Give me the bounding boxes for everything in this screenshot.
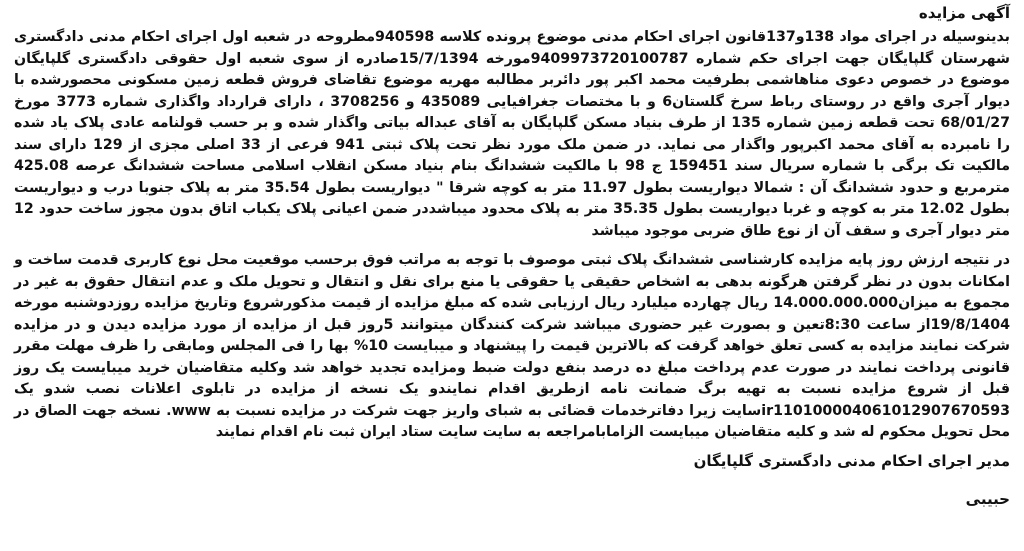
notice-title: آگهی مزایده [918,4,1010,22]
signer-name: حبیبی [965,489,1010,508]
notice-paragraph-auction-terms: در نتیجه ارزش روز پایه مزایده کارشناسی ششدانگ پلاک ثبتی موصوف با توجه به مراتب فوق برحسب موقعیت محل نوع کاربری قدمت ساخت و امکانات بدون در نظر گرفتن هرگونه بدهی به اشخاص حقیقی یا حقوقی یا منع برای نقل و انتقال و تحویل ملک و عدم انتقال حقوق به غیر در مجموع به میزان14.000.000.000 ریال چهارده میلیارد ریال ارزیابی شده که مبلغ مزایده از قیمت مذکورشروع وتاریخ مزایده روزدوشنبه مورخه 19/8/1404از ساعت 8:30تعین و بصورت غیر حضوری میباشد شرکت کنندگان میتوانند 5روز قبل از مزایده از مورد مزایده دیدن و در مزایده شرکت نمایند مزایده به کسی تعلق خواهد گرفت که بالاترین قیمت را پیشنهاد و میبایست 10% بها را فی المجلس ومابقی را ظرف مهلت مقرر قانونی پرداخت نمایند در صورت عدم پرداخت مبلغ ده درصد بنفع دولت ضبط ومزایده تجدید خواهد شد وکلیه متقاضیان خرید میبایست یک روز قبل از شروع مزایده نسبت به تهیه برگ ضمانت نامه ازطریق اقدام نمایندو یک نسخه از مزایده در تابلوی اعلانات نصب شدو یک ir110100004061012907670593سایت زیرا دفاترخدمات قضائی به شبای واریز جهت شرکت در مزایده نسبت به www. نسخه جهت الصاق در محل تحویل محکوم له شد و کلیه متقاضیان میبایست الزامابامراجعه به سایت سایت ستاد ایران ثبت نام اقدام نمایند [14,252,1010,440]
notice-paragraph-property: بدینوسیله در اجرای مواد 138و137قانون اجرای احکام مدنی موضوع پرونده کلاسه 940598مطروحه در شعبه اول اجرای احکام مدنی دادگستری شهرستان گلپایگان جهت اجرای حکم شماره 9409973720100787مورخه 15/7/1394صادره از سوی شعبه اول حقوقی دادگستری گلپایگان موضوع در خصوص دعوی مناهاشمی بطرفیت محمد اکبر پور دائربر مطالبه مهریه موضوع تقاضای فروش قطعه زمین مسکونی محصورشده با دیوار آجری واقع در روستای رباط سرخ گلستان6 و با مختصات جغرافیایی 435089 و 3708256 ، دارای قرارداد واگذاری شماره 3773 مورخ 68/01/27 تحت قطعه زمین شماره 135 از طرف بنیاد مسکن گلپایگان به آقای عبداله بیاتی واگذار شده و بر حسب قولنامه عادی پلاک یاد شده را نامبرده به آقای محمد اکبرپور واگذار می نماید. در ضمن ملک مورد نظر تحت پلاک ثبتی 941 فرعی از 33 اصلی مجزی از 129 دارای سند مالکیت تک برگی با شماره سریال سند 159451 ج 98 با مالکیت ششدانگ بنام بنیاد مسکن انقلاب اسلامی مساحت ششدانگ عرصه 425.08 مترمربع و حدود ششدانگ آن : شمالا دیواریست بطول 11.97 متر به کوچه شرقا " دیواریست بطول 35.54 متر به پلاک جنوبا درب و دیواریست بطول 12.02 متر به کوچه و غربا دیواریست بطول 35.35 متر به پلاک محدود میباشددر ضمن اعیانی پلاک یکباب اتاق بدون مجوز ساخت حدود 12 متر دیوار آجری و سقف آن از نوع طاق ضربی موجود میباشد [14,29,1011,239]
signer-title: مدیر اجرای احکام مدنی دادگستری گلپایگان [693,451,1010,470]
